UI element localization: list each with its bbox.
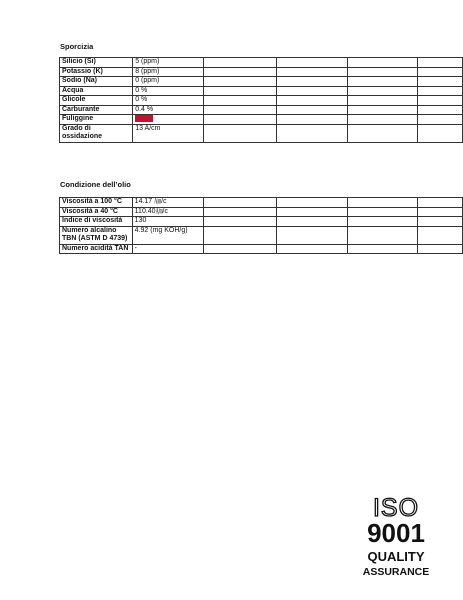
empty-cell <box>347 207 418 217</box>
empty-cell <box>347 226 418 244</box>
section-title-sporcizia: Sporcizia <box>60 42 94 51</box>
row-label: Viscosità a 100 °C <box>60 198 133 208</box>
empty-cell <box>276 217 347 227</box>
empty-cell <box>418 58 463 68</box>
row-label: Potassio (K) <box>60 67 133 77</box>
empty-cell <box>204 96 277 106</box>
row-value: 13 A/cm <box>133 124 204 142</box>
empty-cell <box>204 67 277 77</box>
section-title-condizione: Condizione dell’olio <box>60 180 131 189</box>
row-value: 0 % <box>133 96 204 106</box>
empty-cell <box>418 86 463 96</box>
empty-cell <box>276 67 347 77</box>
empty-cell <box>276 58 347 68</box>
empty-cell <box>418 96 463 106</box>
empty-cell <box>203 207 276 217</box>
empty-cell <box>347 58 418 68</box>
table-row <box>60 198 463 208</box>
alert-highlight: 1.9 % <box>135 115 154 122</box>
empty-cell <box>418 105 463 115</box>
empty-cell <box>418 226 463 244</box>
empty-cell <box>276 244 347 254</box>
row-value <box>133 115 204 125</box>
row-label: Indice di viscosità <box>60 217 133 227</box>
empty-cell <box>276 77 347 87</box>
logo-iso-text: ISO <box>372 494 420 522</box>
row-value: 110.40㏟/c <box>132 207 203 217</box>
empty-cell <box>203 244 276 254</box>
empty-cell <box>347 124 418 142</box>
table-row <box>60 96 463 106</box>
table-row <box>60 217 463 227</box>
empty-cell <box>347 67 418 77</box>
row-value: 130 <box>132 217 203 227</box>
logo-9001-text: 9001 <box>367 518 425 548</box>
table-row <box>60 105 463 115</box>
empty-cell <box>347 105 418 115</box>
empty-cell <box>204 124 277 142</box>
empty-cell <box>276 124 347 142</box>
empty-cell <box>347 115 418 125</box>
table-row <box>60 124 463 142</box>
empty-cell <box>204 58 277 68</box>
empty-cell <box>276 226 347 244</box>
table-row <box>60 77 463 87</box>
empty-cell <box>347 96 418 106</box>
logo-quality-text: QUALITY <box>367 549 425 564</box>
row-value: 8 (ppm) <box>133 67 204 77</box>
condizione-table <box>59 197 463 254</box>
row-value: - <box>132 244 203 254</box>
empty-cell <box>203 226 276 244</box>
empty-cell <box>418 198 463 208</box>
row-value: 5 (ppm) <box>133 58 204 68</box>
row-label: Sodio (Na) <box>60 77 133 87</box>
row-label: Acqua <box>60 86 133 96</box>
empty-cell <box>204 115 277 125</box>
empty-cell <box>418 217 463 227</box>
table-row <box>60 86 463 96</box>
empty-cell <box>418 67 463 77</box>
row-value: 0 (ppm) <box>133 77 204 87</box>
empty-cell <box>347 86 418 96</box>
table-row <box>60 58 463 68</box>
empty-cell <box>276 207 347 217</box>
empty-cell <box>276 96 347 106</box>
row-label: Grado di ossidazione <box>60 124 133 142</box>
empty-cell <box>203 198 276 208</box>
empty-cell <box>203 217 276 227</box>
table-row <box>60 115 463 125</box>
table-row <box>60 67 463 77</box>
row-value: 4.92 (mg KOH/g) <box>132 226 203 244</box>
iso-9001-logo <box>360 494 432 580</box>
empty-cell <box>204 105 277 115</box>
logo-assurance-text: ASSURANCE <box>362 566 430 578</box>
row-value: 0 % <box>133 86 204 96</box>
table-row <box>60 226 463 244</box>
row-label: Numero alcalino TBN (ASTM D 4739) <box>60 226 133 244</box>
empty-cell <box>418 115 463 125</box>
table-row <box>60 207 463 217</box>
empty-cell <box>276 198 347 208</box>
row-value: 14.17 ㏟/c <box>132 198 203 208</box>
empty-cell <box>347 217 418 227</box>
row-label: Numero acidità TAN <box>60 244 133 254</box>
empty-cell <box>418 124 463 142</box>
empty-cell <box>347 77 418 87</box>
empty-cell <box>347 198 418 208</box>
empty-cell <box>347 244 418 254</box>
table-row <box>60 244 463 254</box>
row-label: Viscosità a 40 °C <box>60 207 133 217</box>
empty-cell <box>276 86 347 96</box>
empty-cell <box>204 77 277 87</box>
row-label: Glicole <box>60 96 133 106</box>
empty-cell <box>276 115 347 125</box>
empty-cell <box>204 86 277 96</box>
row-label: Fuliggine <box>60 115 133 125</box>
row-value: 0.4 % <box>133 105 204 115</box>
row-label: Silicio (Si) <box>60 58 133 68</box>
empty-cell <box>418 77 463 87</box>
empty-cell <box>276 105 347 115</box>
sporcizia-table <box>59 57 463 143</box>
empty-cell <box>418 244 463 254</box>
empty-cell <box>418 207 463 217</box>
row-label: Carburante <box>60 105 133 115</box>
